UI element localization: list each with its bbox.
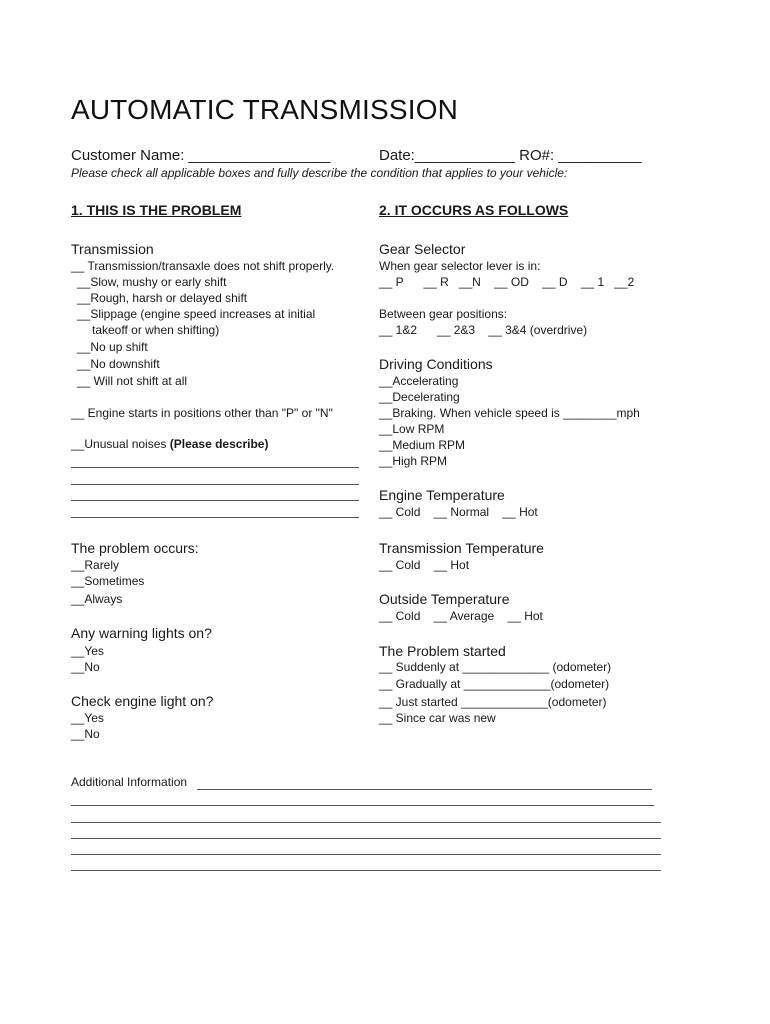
- additional-info-label: Additional Information: [71, 775, 188, 789]
- trans-temp-heading: Transmission Temperature: [379, 540, 544, 556]
- transmission-option[interactable]: __ Will not shift at all: [77, 374, 188, 388]
- date-ro-field[interactable]: Date:____________ RO#: __________: [379, 147, 642, 164]
- additional-info-line[interactable]: [71, 870, 661, 871]
- warning-lights-heading: Any warning lights on?: [71, 625, 212, 641]
- page-title: AUTOMATIC TRANSMISSION: [71, 94, 459, 125]
- transmission-heading: Transmission: [71, 241, 154, 257]
- driving-option[interactable]: __Decelerating: [379, 390, 460, 404]
- occurs-option[interactable]: __Sometimes: [71, 574, 145, 588]
- occurs-option[interactable]: __Rarely: [71, 558, 120, 572]
- additional-info-line[interactable]: [197, 789, 652, 790]
- occurs-option[interactable]: __Always: [71, 592, 123, 606]
- trans-temp-options[interactable]: __ Cold __ Hot: [379, 558, 470, 572]
- noises-description-line[interactable]: [71, 517, 359, 518]
- transmission-option[interactable]: __No up shift: [77, 340, 148, 354]
- transmission-option[interactable]: __ Transmission/transaxle does not shift properly.: [71, 259, 335, 273]
- customer-name-field[interactable]: Customer Name: _________________: [71, 147, 331, 164]
- transmission-option-continued: takeoff or when shifting): [92, 323, 220, 337]
- between-gears-options[interactable]: __ 1&2 __ 2&3 __ 3&4 (overdrive): [379, 323, 588, 337]
- problem-occurs-heading: The problem occurs:: [71, 540, 199, 556]
- warning-lights-option[interactable]: __Yes: [71, 644, 104, 658]
- additional-info-line[interactable]: [71, 822, 661, 823]
- problem-started-heading: The Problem started: [379, 643, 506, 659]
- check-engine-option[interactable]: __No: [71, 727, 100, 741]
- problem-started-option[interactable]: __ Suddenly at _____________ (odometer): [379, 660, 612, 674]
- engine-temp-heading: Engine Temperature: [379, 487, 505, 503]
- problem-started-option[interactable]: __ Just started _____________(odometer): [379, 695, 607, 709]
- outside-temp-options[interactable]: __ Cold __ Average __ Hot: [379, 609, 543, 623]
- driving-option[interactable]: __Medium RPM: [379, 438, 466, 452]
- unusual-noises-note: (Please describe): [169, 437, 269, 451]
- unusual-noises-label: __Unusual noises: [71, 437, 170, 451]
- between-gears-label: Between gear positions:: [379, 307, 508, 321]
- instructions-text: Please check all applicable boxes and fully describe the condition that applies to your vehicle:: [71, 166, 568, 180]
- unusual-noises-option[interactable]: [71, 437, 268, 451]
- transmission-option[interactable]: __Slippage (engine speed increases at initial: [77, 307, 316, 321]
- engine-starts-option[interactable]: __ Engine starts in positions other than "P" or "N": [71, 406, 333, 420]
- transmission-option[interactable]: __No downshift: [77, 357, 160, 371]
- noises-description-line[interactable]: [71, 467, 359, 468]
- gear-selector-heading: Gear Selector: [379, 241, 466, 257]
- outside-temp-heading: Outside Temperature: [379, 591, 510, 607]
- engine-temp-options[interactable]: __ Cold __ Normal __ Hot: [379, 505, 538, 519]
- driving-option[interactable]: __Low RPM: [379, 422, 445, 436]
- driving-option[interactable]: __Accelerating: [379, 374, 459, 388]
- problem-started-option[interactable]: __ Since car was new: [379, 711, 496, 725]
- driving-option[interactable]: __High RPM: [379, 454, 448, 468]
- noises-description-line[interactable]: [71, 484, 359, 485]
- additional-info-line[interactable]: [71, 805, 654, 806]
- driving-conditions-heading: Driving Conditions: [379, 356, 493, 372]
- warning-lights-option[interactable]: __No: [71, 660, 100, 674]
- gear-lever-options[interactable]: __ P __ R __N __ OD __ D __ 1 __2: [379, 275, 635, 289]
- transmission-option[interactable]: __Slow, mushy or early shift: [77, 275, 227, 289]
- additional-info-line[interactable]: [71, 854, 661, 855]
- driving-option[interactable]: __Braking. When vehicle speed is ________mph: [379, 406, 640, 420]
- transmission-option[interactable]: __Rough, harsh or delayed shift: [77, 291, 248, 305]
- check-engine-heading: Check engine light on?: [71, 693, 214, 709]
- additional-info-line[interactable]: [71, 838, 661, 839]
- problem-started-option[interactable]: __ Gradually at _____________(odometer): [379, 677, 610, 691]
- gear-lever-label: When gear selector lever is in:: [379, 259, 541, 273]
- noises-description-line[interactable]: [71, 500, 359, 501]
- section-2-title: 2. IT OCCURS AS FOLLOWS: [379, 202, 569, 218]
- check-engine-option[interactable]: __Yes: [71, 711, 104, 725]
- section-1-title: 1. THIS IS THE PROBLEM: [71, 202, 242, 218]
